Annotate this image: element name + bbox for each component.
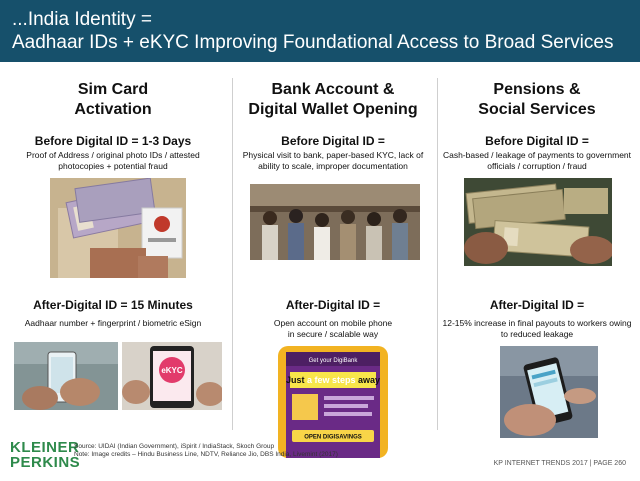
page-footer: KP INTERNET TRENDS 2017 | PAGE 260 bbox=[493, 460, 626, 467]
column-title: Pensions & Social Services bbox=[478, 81, 596, 118]
after-text: Aadhaar number + fingerprint / biometric eSign bbox=[24, 318, 202, 328]
before-heading: Before Digital ID = 1-3 Days bbox=[34, 134, 192, 148]
phone-payment-photo bbox=[500, 346, 598, 438]
after-heading: After-Digital ID = bbox=[489, 298, 585, 312]
phone-banner-text: Just a few steps away bbox=[285, 375, 381, 385]
after-heading: After-Digital ID = 15 Minutes bbox=[33, 298, 193, 312]
before-text: Proof of Address / original photo IDs / attested photocopies + potential fraud bbox=[26, 150, 200, 171]
after-text: Open account on mobile phone in secure / scalable way bbox=[273, 318, 393, 339]
phone-in-hand-photo bbox=[14, 342, 118, 410]
cash-and-sim-photo bbox=[50, 178, 186, 278]
after-text: 12-15% increase in final payouts to workers owing to reduced leakage bbox=[442, 318, 632, 339]
before-heading: Before Digital ID = bbox=[485, 134, 589, 148]
column-title: Sim Card Activation bbox=[74, 81, 152, 118]
counting-cash-photo bbox=[464, 178, 612, 266]
mobile-banking-phone bbox=[278, 346, 388, 458]
before-text: Physical visit to bank, paper-based KYC, lack of ability to scale, improper documentation bbox=[242, 150, 424, 171]
pensions-column bbox=[432, 74, 640, 434]
sim-card-column bbox=[8, 74, 218, 434]
open-digisavings-button: OPEN DIGISAVINGS bbox=[304, 434, 362, 441]
slide-title-line1: ...India Identity = bbox=[12, 9, 152, 30]
phone-header-text: Get your DigiBank bbox=[308, 358, 358, 364]
kleiner-perkins-logo: KLEINER PERKINS bbox=[10, 439, 81, 471]
slide-header bbox=[0, 0, 640, 62]
source-note: Source: UIDAI (Indian Government), iSpirit / IndiaStack, Skoch Group Note: Image credits – Hindu Business Line, NDTV, Reliance Jio, DBS India, Livemint (2017) bbox=[74, 443, 338, 458]
before-heading: Before Digital ID = bbox=[281, 134, 385, 148]
ekyc-label: eKYC bbox=[161, 366, 183, 375]
before-text: Cash-based / leakage of payments to government officials / corruption / fraud bbox=[442, 150, 632, 171]
column-title: Bank Account & Digital Wallet Opening bbox=[248, 81, 418, 118]
bank-account-column bbox=[228, 74, 438, 441]
ekyc-phone-photo bbox=[122, 342, 222, 410]
bank-queue-photo bbox=[250, 184, 420, 260]
after-heading: After-Digital ID = bbox=[285, 298, 381, 312]
slide-title-line2: Aadhaar IDs + eKYC Improving Foundational Access to Broad Services bbox=[12, 32, 614, 53]
